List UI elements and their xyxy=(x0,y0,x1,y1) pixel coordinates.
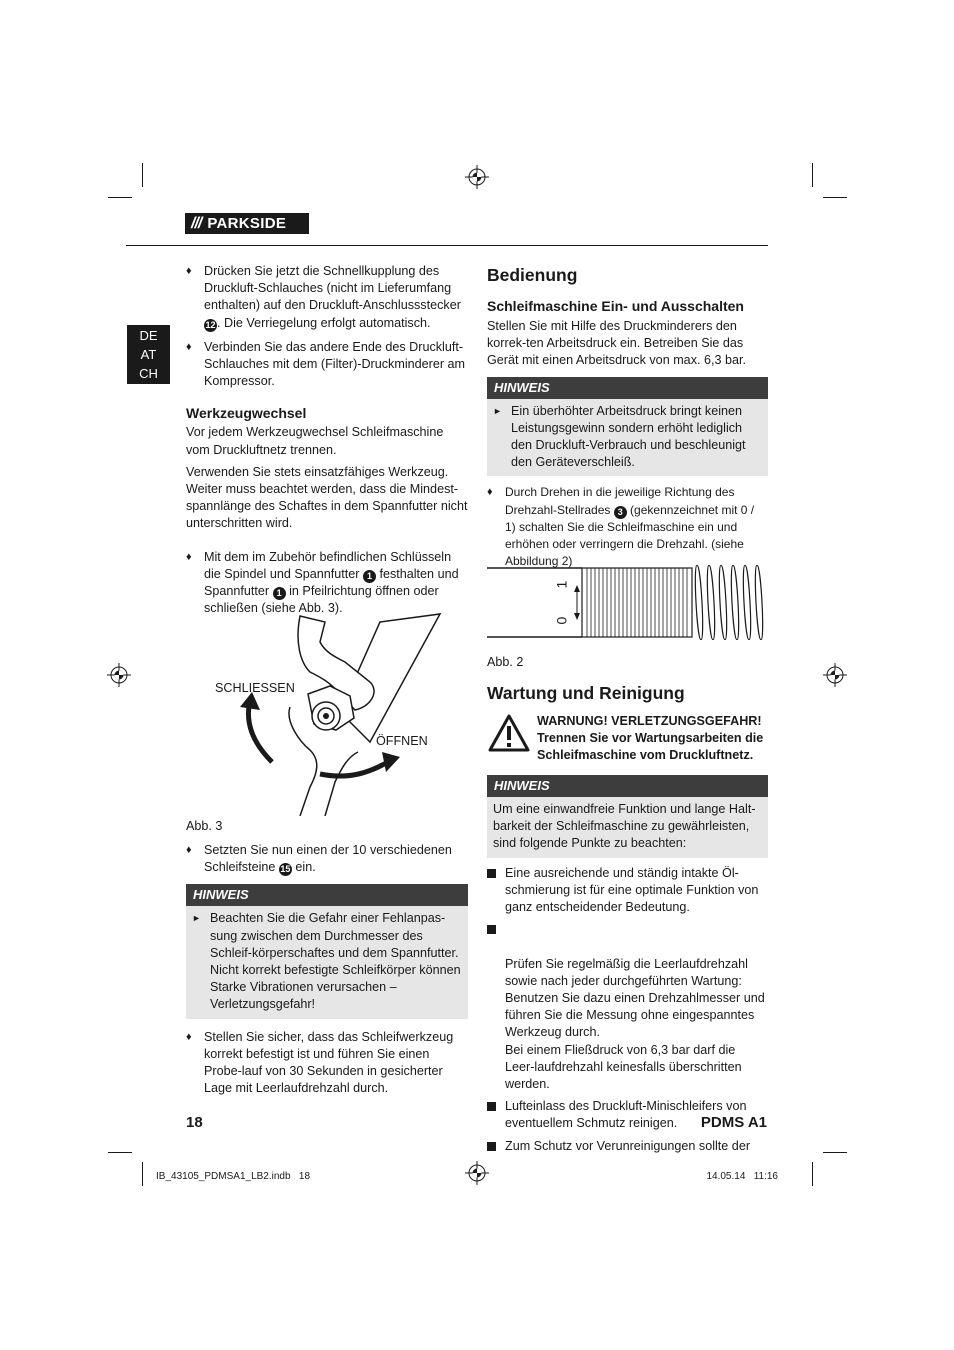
crop-mark xyxy=(823,197,847,198)
crop-mark xyxy=(823,1152,847,1153)
bullet-text: Durch Drehen in die jeweilige Richtung des Drehzahl-Stellrades xyxy=(505,485,735,517)
hinweis-text: Ein überhöhter Arbeitsdruck bringt keinen Leistungsgewinn sondern erhöht lediglich den Druckluft-Verbrauch und beschleunigt den Geräteverschleiß. xyxy=(511,403,746,470)
speed-mark-0: 0 xyxy=(553,616,570,625)
bullet-text: in Pfeilrichtung öffnen oder schließen (siehe Abb. 3). xyxy=(204,584,439,616)
hinweis-item xyxy=(493,403,762,472)
crop-mark xyxy=(812,1162,813,1186)
bullet-text: . Die Verriegelung erfolgt automatisch. xyxy=(217,315,431,330)
hinweis-title: HINWEIS xyxy=(487,775,768,797)
bullet-text: Zum Schutz vor Verunreinigungen sollte der xyxy=(505,1138,751,1153)
list-item xyxy=(186,549,468,618)
part-number-badge: 3 xyxy=(614,506,627,519)
hinweis-text: Beachten Sie die Gefahr einer Fehlanpas-sung zwischen dem Durchmesser des Schleif-körperschaftes und dem Spannfutter. Nicht korrekt befestigte Schleifkörper können Starke Vibrationen verursachen – Verletzungsgefahr! xyxy=(210,911,461,1012)
bullet-text: Eine ausreichende und ständig intakte Öl-schmierung ist für eine optimale Funktion von ganz entscheidender Bedeutung. xyxy=(505,865,759,915)
logo-slashes: /// xyxy=(191,214,202,232)
bullet-text: festhalten und Spannfutter xyxy=(204,566,459,599)
crop-mark xyxy=(108,1152,132,1153)
bullet-text: Stellen Sie sicher, dass das Schleifwerkzeug korrekt befestigt ist und führen Sie einen Probe-lauf von 30 Sekunden in gesicherter Lage mit Leerlaufdrehzahl durch. xyxy=(204,1029,454,1096)
part-number-badge: 15 xyxy=(280,864,291,875)
crop-mark xyxy=(812,163,813,187)
section-heading-bedienung: Bedienung xyxy=(487,265,578,285)
figure-caption: Abb. 3 xyxy=(186,819,223,833)
figure-caption: Abb. 2 xyxy=(487,655,524,669)
diamond-bullet-icon: ♦ xyxy=(186,340,192,353)
registration-mark-icon xyxy=(465,1161,489,1185)
file-slug: IB_43105_PDMSA1_LB2.indb 18 xyxy=(156,1171,310,1182)
part-number-badge: 12 xyxy=(205,319,216,330)
list-item xyxy=(186,842,468,876)
hinweis-box xyxy=(487,775,768,858)
list-item xyxy=(186,1029,468,1098)
hinweis-box xyxy=(487,377,768,477)
triangle-bullet-icon: ► xyxy=(192,913,201,924)
right-column-lower xyxy=(487,682,768,1159)
left-column xyxy=(186,263,468,624)
left-column-lower xyxy=(186,842,468,1104)
bullet-text: Drücken Sie jetzt die Schnellkupplung des Druckluft-Schlauches (nicht im Lieferumfang enthalten) auf den Druckluft-Anschlussstecker xyxy=(204,264,461,313)
list-item xyxy=(186,339,468,391)
hinweis-title: HINWEIS xyxy=(186,884,468,906)
warning-block xyxy=(487,713,768,765)
page-number: 18 xyxy=(186,1114,203,1131)
bullet-text: Lufteinlass des Druckluft-Minischleifers von eventuellem Schmutz reinigen. xyxy=(505,1099,747,1131)
hinweis-item xyxy=(192,910,462,1013)
lang-at: AT xyxy=(140,347,157,362)
crop-mark xyxy=(142,1162,143,1186)
section-heading-werkzeugwechsel: Werkzeugwechsel xyxy=(186,405,307,422)
square-bullet-icon xyxy=(487,1102,496,1111)
bullet-text: Prüfen Sie regelmäßig die Leerlaufdrehzahl sowie nach jeder durchgeführten Wartung: Benutzen Sie dazu einen Drehzahlmesser und führen Sie die Messung ohne eingespanntes Werkzeug durch. Bei einem Fließdruck von 6,3 bar darf die Leer-laufdrehzahl keinesfalls überschritten werden. xyxy=(505,956,765,1092)
list-item xyxy=(487,921,768,1093)
part-number-badge: 1 xyxy=(363,570,376,583)
list-item xyxy=(487,1138,768,1155)
hinweis-box xyxy=(186,884,468,1018)
list-item xyxy=(487,484,768,570)
logo-text: PARKSIDE xyxy=(207,214,287,232)
print-date: 14.05.14 11:16 xyxy=(706,1171,778,1182)
speed-mark-1: 1 xyxy=(553,580,570,589)
bullet-text: ein. xyxy=(291,860,316,875)
part-number-badge: 1 xyxy=(273,587,286,600)
diamond-bullet-icon: ♦ xyxy=(186,1030,192,1043)
registration-mark-icon xyxy=(107,663,131,687)
lang-ch: CH xyxy=(139,366,158,381)
lang-de: DE xyxy=(139,328,158,343)
figure-3-wrench-illustration xyxy=(230,612,450,816)
header-rule xyxy=(126,245,768,246)
paragraph: Vor jedem Werkzeugwechsel Schleifmaschine vom Druckluftnetz trennen. xyxy=(186,425,444,457)
paragraph: Verwenden Sie stets einsatzfähiges Werkzeug. Weiter muss beachtet werden, dass die Mindest-spannlänge des Schaftes in dem Spannfutter nicht unterschritten wird. xyxy=(186,464,468,531)
list-item xyxy=(186,263,468,332)
bullet-text: Verbinden Sie das andere Ende des Druckluft-Schlauches mit dem (Filter)-Druckminderer am Kompressor. xyxy=(204,339,466,389)
square-bullet-icon xyxy=(487,869,496,878)
section-heading-wartung: Wartung und Reinigung xyxy=(487,683,685,703)
square-bullet-icon xyxy=(487,925,496,934)
diamond-bullet-icon: ♦ xyxy=(186,550,192,563)
bullet-text: Setzten Sie nun einen der 10 verschiedenen Schleifsteine xyxy=(204,843,452,875)
hinweis-text: Um eine einwandfreie Funktion und lange Halt-barkeit der Schleifmaschine zu gewährleisten, sind folgende Punkte zu beachten: xyxy=(493,802,756,851)
warning-text: WARNUNG! VERLETZUNGSGEFAHR! Trennen Sie vor Wartungsarbeiten die Schleifmaschine vom Druckluftnetz. xyxy=(537,714,764,763)
warning-triangle-icon xyxy=(487,713,531,753)
list-item xyxy=(487,865,768,917)
square-bullet-icon xyxy=(487,1142,496,1151)
subheading-schleifmaschine: Schleifmaschine Ein- und Ausschalten xyxy=(487,298,744,314)
parkside-logo xyxy=(185,213,309,234)
model-name: PDMS A1 xyxy=(700,1114,767,1131)
diamond-bullet-icon: ♦ xyxy=(186,844,192,856)
bullet-text: Mit dem im Zubehör befindlichen Schlüsseln die Spindel und Spannfutter xyxy=(204,549,452,581)
hinweis-title: HINWEIS xyxy=(487,377,768,399)
registration-mark-icon xyxy=(465,165,489,189)
diamond-bullet-icon: ♦ xyxy=(487,486,493,499)
label-schliessen: SCHLIESSEN xyxy=(215,681,295,695)
language-tab xyxy=(127,325,170,384)
figure-2-speed-wheel-illustration xyxy=(487,565,768,640)
label-oeffnen: ÖFFNEN xyxy=(376,734,428,748)
triangle-bullet-icon: ► xyxy=(493,405,502,416)
paragraph: Stellen Sie mit Hilfe des Druckminderers den korrek-ten Arbeitsdruck ein. Betreiben Sie das Gerät mit einen Arbeitsdruck von max. 6,3 bar. xyxy=(487,319,746,368)
crop-mark xyxy=(142,163,143,187)
diamond-bullet-icon: ♦ xyxy=(186,265,192,277)
bullet-text: (gekennzeichnet mit 0 / 1) schalten Sie die Schleifmaschine ein und erhöhen oder verringern die Drehzahl. (siehe Abbildung 2) xyxy=(505,502,755,569)
registration-mark-icon xyxy=(823,663,847,687)
crop-mark xyxy=(108,197,132,198)
right-column xyxy=(487,264,768,577)
